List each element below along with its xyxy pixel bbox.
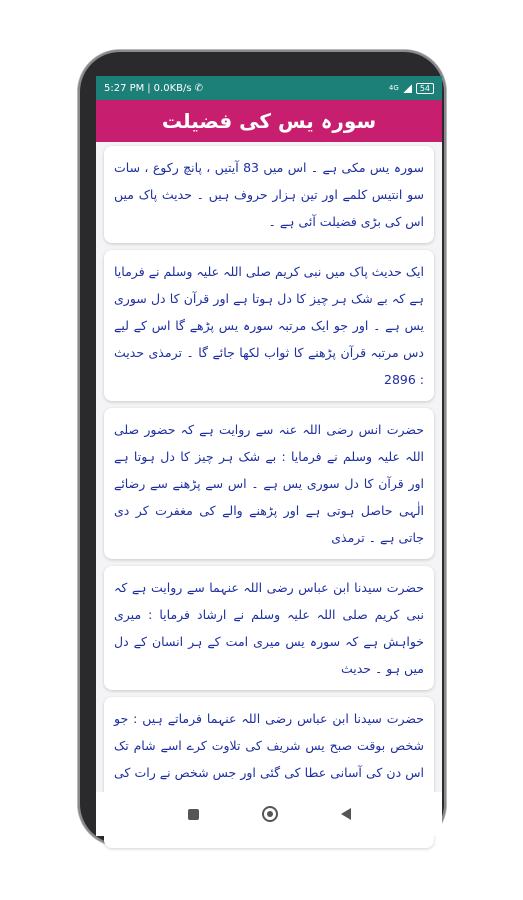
phone-screen (96, 76, 442, 836)
status-speed: 0.0KB/s (153, 82, 192, 94)
battery-icon: 54 (416, 83, 434, 94)
card-text: حضرت سیدنا ابن عباس رضی اللہ عنہما سے روایت ہے کہ نبی کریم صلی اللہ علیہ وسلم نے ارشاد فرمایا : میری خواہش ہے کہ سورہ یس میری امت کے ہر انسان کے دل میں ہو ۔ حدیث (114, 580, 424, 676)
card-text: سورہ یس مکی ہے ۔ اس میں 83 آیتیں ، پانچ رکوع ، سات سو انتیس کلمے اور تین ہزار حروف ہیں ۔ حدیث پاک میں اس کی بڑی فضیلت آئی ہے ۔ (114, 160, 424, 229)
home-dot-icon (267, 811, 273, 817)
content-list[interactable] (96, 142, 442, 792)
back-button[interactable] (341, 808, 351, 820)
navigation-bar (96, 792, 442, 836)
whatsapp-icon: ✆ (194, 82, 203, 94)
card-text: حضرت انس رضی اللہ عنہ سے روایت ہے کہ حضور صلی اللہ علیہ وسلم نے فرمایا : بے شک ہر چیز کا دل ہوتا ہے اور قرآن کا دل سوری یس ہے ۔ اس سے پڑھنے سے رضائے الٰہی حاصل ہوتی ہے اور پڑھنے والے کی مغفرت کر دی جاتی ہے ۔ ترمذی (114, 422, 424, 545)
recent-apps-button[interactable] (188, 809, 199, 820)
home-button[interactable] (262, 806, 278, 822)
card-text: ایک حدیث پاک میں نبی کریم صلی اللہ علیہ وسلم نے فرمایا ہے کہ بے شک ہر چیز کا دل ہوتا ہے اور قرآن کا دل سوری یس ہے ۔ اور جو ایک مرتبہ سورہ یس پڑھے گا اس کے لیے دس مرتبہ قرآن پڑھنے کا ثواب لکھا جائے گا ۔ ترمذی حدیث : 2896 (114, 264, 424, 387)
signal-icon (403, 84, 412, 93)
status-time: 5:27 PM (104, 82, 145, 94)
status-bar (96, 76, 442, 100)
app-bar (96, 100, 442, 142)
list-item[interactable] (104, 408, 434, 559)
status-separator: | (147, 82, 151, 94)
network-label: 4G (388, 84, 399, 92)
status-left (104, 83, 203, 94)
page-title: سورہ یس کی فضیلت (161, 109, 377, 133)
status-right (389, 83, 434, 94)
list-item[interactable] (104, 566, 434, 690)
list-item[interactable] (104, 146, 434, 243)
list-item[interactable] (104, 250, 434, 401)
card-text: حضرت سیدنا ابن عباس رضی اللہ عنہما فرماتے ہیں : جو شخص بوقت صبح یس شریف کی تلاوت کرے اسے شام تک اس دن کی آسانی عطا کی گئی اور جس شخص نے رات کی (114, 711, 424, 780)
